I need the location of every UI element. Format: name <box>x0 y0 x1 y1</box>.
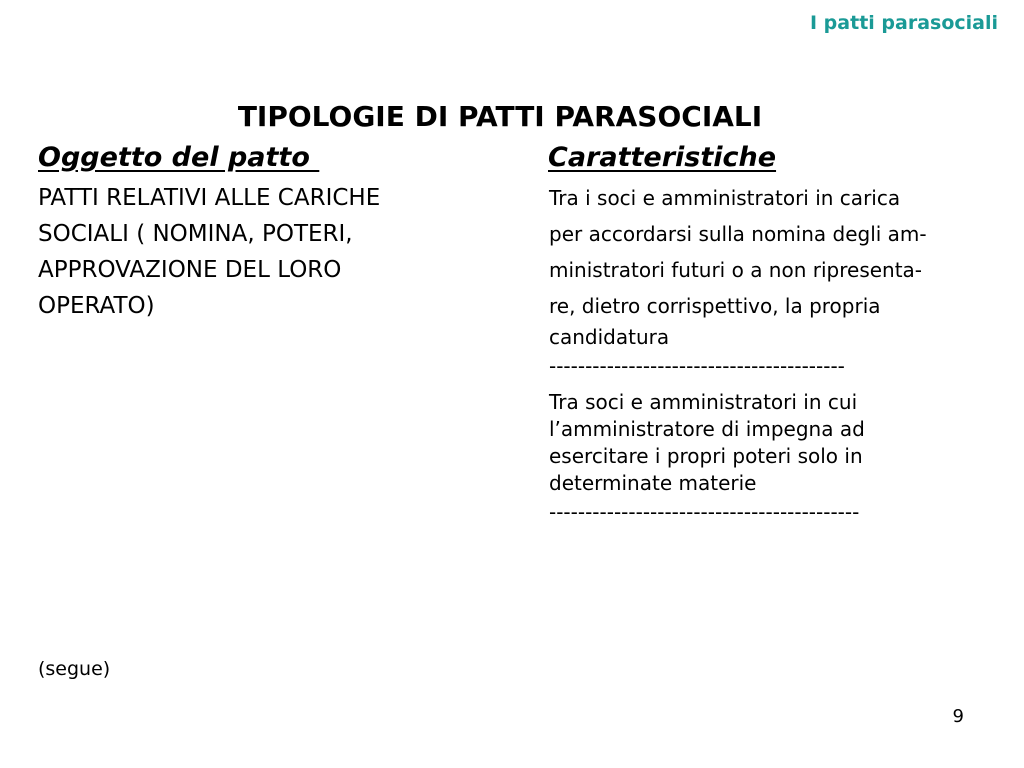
right-line: re, dietro corrispettivo, la propria <box>549 294 881 318</box>
header-title: I patti parasociali <box>810 12 998 34</box>
slide-title: TIPOLOGIE DI PATTI PARASOCIALI <box>237 100 763 133</box>
right-line: per accordarsi sulla nomina degli am- <box>549 222 927 246</box>
separator-line: ----------------------------------------- <box>549 354 845 378</box>
left-line: PATTI RELATIVI ALLE CARICHE <box>38 185 381 211</box>
right-column-heading: Caratteristiche <box>548 142 777 173</box>
right-line: esercitare i propri poteri solo in <box>549 444 863 468</box>
right-line: ministratori futuri o a non ripresenta- <box>549 258 923 282</box>
left-column-heading: Oggetto del patto <box>38 142 320 173</box>
segue-note: (segue) <box>38 658 111 680</box>
right-line: Tra i soci e amministratori in carica <box>549 186 901 210</box>
left-column-body <box>38 180 498 324</box>
separator-line: ------------------------------------------- <box>549 500 860 524</box>
page-number: 9 <box>952 706 964 727</box>
right-line: determinate materie <box>549 471 757 495</box>
right-line: candidatura <box>549 325 670 349</box>
right-line: Tra soci e amministratori in cui <box>549 390 858 414</box>
spacer <box>549 381 989 389</box>
right-column-body <box>549 180 989 527</box>
left-line: SOCIALI ( NOMINA, POTERI, <box>38 221 353 247</box>
left-line: APPROVAZIONE DEL LORO <box>38 257 342 283</box>
left-line: OPERATO) <box>38 293 155 319</box>
right-line: l’amministratore di impegna ad <box>549 417 865 441</box>
